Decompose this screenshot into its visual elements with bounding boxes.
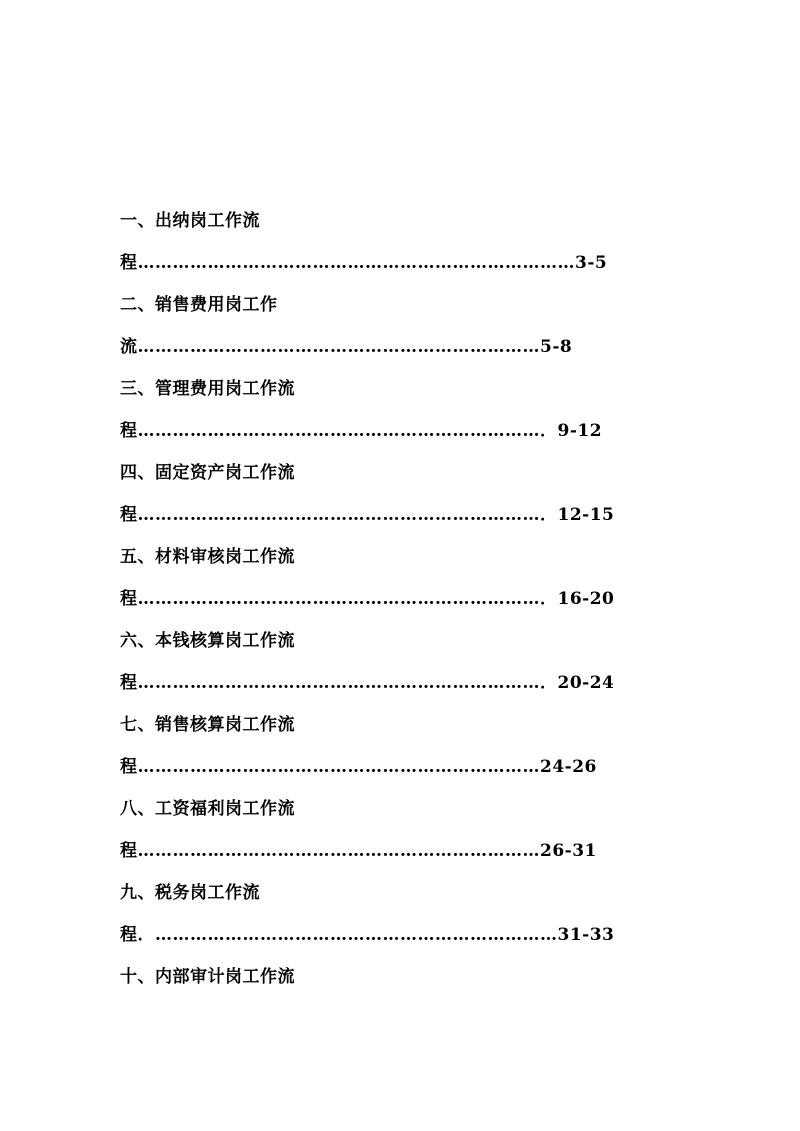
- toc-entry-leader-line: 程……………………………………………………………24-26: [120, 757, 597, 777]
- toc-entry-heading: 三、管理费用岗工作流: [120, 379, 295, 399]
- toc-entry-heading: 七、销售核算岗工作流: [120, 715, 295, 735]
- toc-entry-heading: 六、本钱核算岗工作流: [120, 631, 295, 651]
- toc-entry-leader-line: 程……………………………………………………………．16-20: [120, 589, 615, 609]
- toc-entry: [120, 200, 720, 284]
- toc-entry: [120, 956, 720, 998]
- toc-entry-leader-line: 流……………………………………………………………5-8: [120, 337, 573, 357]
- toc-entry: [120, 788, 720, 872]
- toc-entry-leader-line: 程……………………………………………………………．20-24: [120, 673, 615, 693]
- toc-entry: [120, 452, 720, 536]
- toc-entry: [120, 536, 720, 620]
- toc-entry-leader-line: 程……………………………………………………………．9-12: [120, 421, 603, 441]
- toc-entry-heading: 八、工资福利岗工作流: [120, 799, 295, 819]
- toc-entry: [120, 284, 720, 368]
- toc-entry: [120, 620, 720, 704]
- toc-entry: [120, 368, 720, 452]
- table-of-contents: [120, 200, 720, 998]
- toc-entry-heading: 四、固定资产岗工作流: [120, 463, 295, 483]
- toc-entry-leader-line: 程……………………………………………………………26-31: [120, 841, 597, 861]
- toc-entry-leader-line: 程……………………………………………………………．12-15: [120, 505, 615, 525]
- toc-entry-heading: 十、内部审计岗工作流: [120, 967, 295, 987]
- toc-entry: [120, 872, 720, 956]
- toc-entry-heading: 五、材料审核岗工作流: [120, 547, 295, 567]
- toc-entry-leader-line: 程．……………………………………………………………31-33: [120, 925, 615, 945]
- toc-entry: [120, 704, 720, 788]
- toc-entry-leader-line: 程…………………………………………………………………3-5: [120, 253, 608, 273]
- toc-entry-heading: 九、税务岗工作流: [120, 883, 260, 903]
- toc-entry-heading: 二、销售费用岗工作: [120, 295, 278, 315]
- toc-entry-heading: 一、出纳岗工作流: [120, 211, 260, 231]
